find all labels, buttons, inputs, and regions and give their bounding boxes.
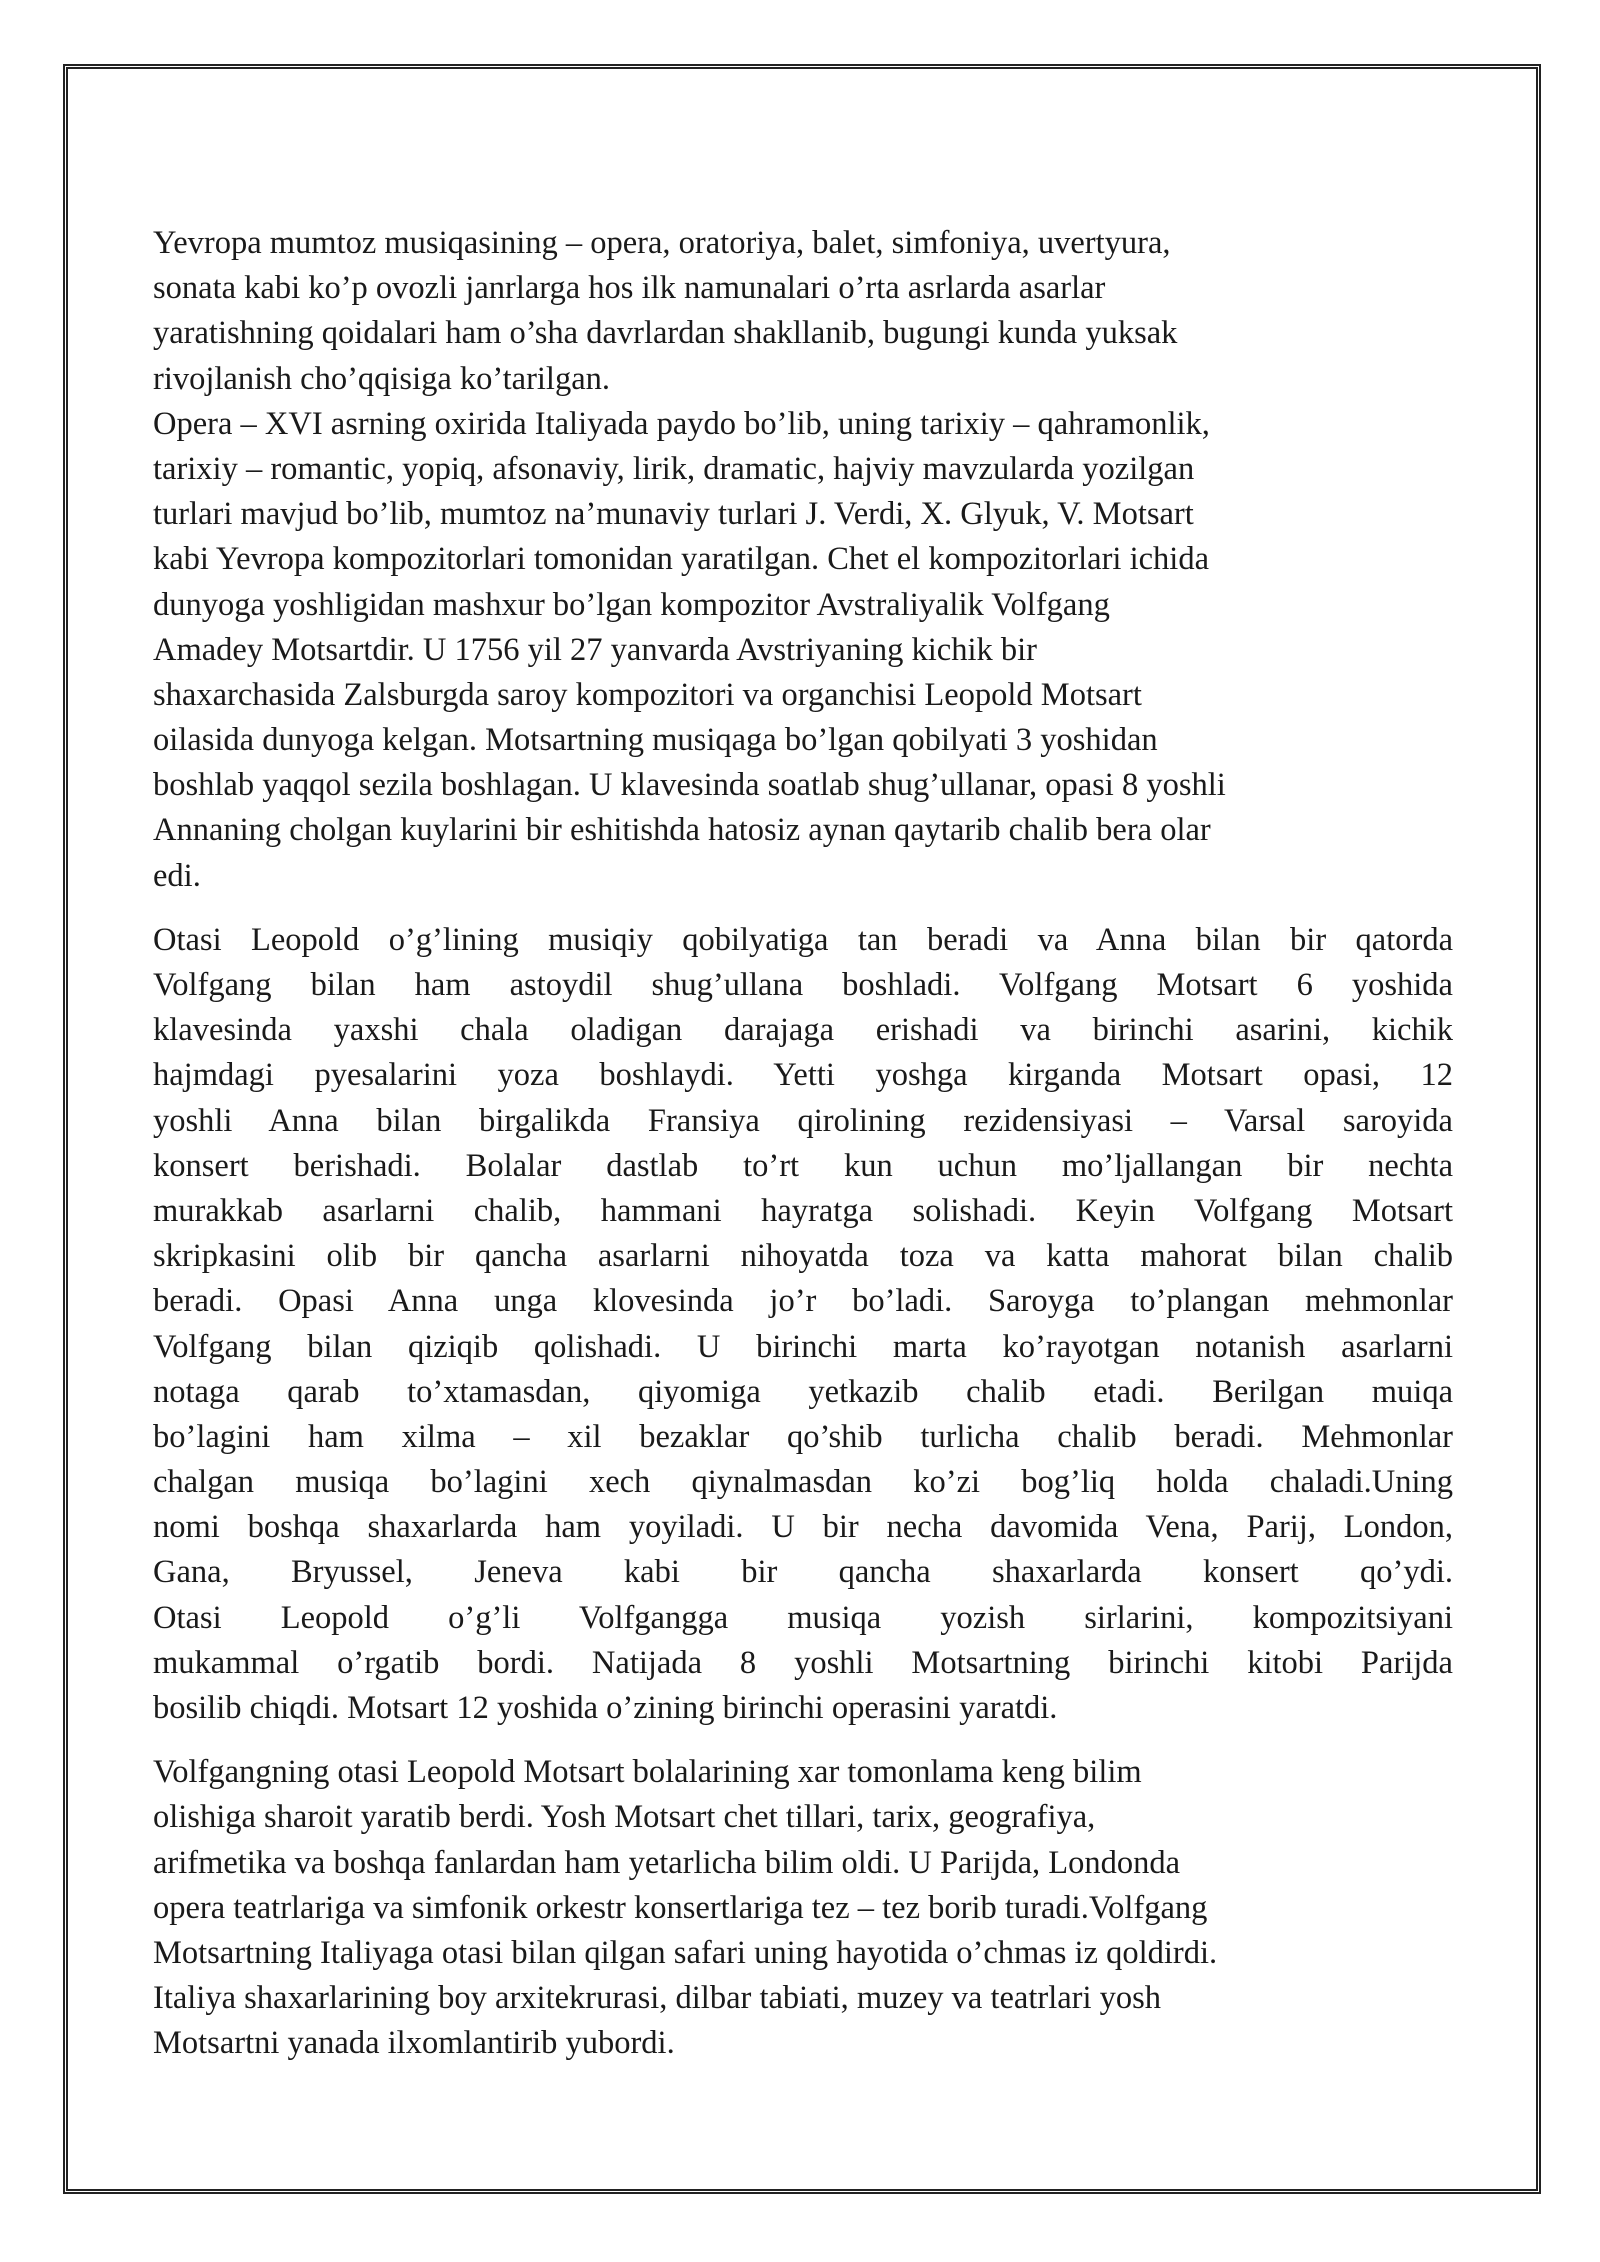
text-line: dunyoga yoshligidan mashxur bo’lgan kompozitor Avstraliyalik Volfgang xyxy=(153,586,1110,623)
text-line: Gana, Bryussel, Jeneva kabi bir qancha shaxarlarda konsert qo’ydi. xyxy=(153,1554,1453,1591)
text-line: boshlab yaqqol sezila boshlagan. U klavesinda soatlab shug’ullanar, opasi 8 yoshli xyxy=(153,767,1226,804)
text-line: Otasi Leopold o’g’li Volfgangga musiqa yozish sirlarini, kompozitsiyani xyxy=(153,1599,1453,1636)
paragraph-intro xyxy=(153,221,1453,402)
text-line: chalgan musiqa bo’lagini xech qiynalmasdan ko’zi bog’liq holda chaladi.Uning xyxy=(153,1464,1453,1501)
text-line: klavesinda yaxshi chala oladigan darajaga erishadi va birinchi asarini, kichik xyxy=(153,1012,1453,1049)
text-line: yaratishning qoidalari ham o’sha davrlardan shakllanib, bugungi kunda yuksak xyxy=(153,315,1178,352)
text-line: murakkab asarlarni chalib, hammani hayratga solishadi. Keyin Volfgang Motsart xyxy=(153,1192,1453,1229)
text-line: kabi Yevropa kompozitorlari tomonidan yaratilgan. Chet el kompozitorlari ichida xyxy=(153,541,1209,578)
text-line: bo’lagini ham xilma – xil bezaklar qo’shib turlicha chalib beradi. Mehmonlar xyxy=(153,1418,1453,1455)
text-line: nomi boshqa shaxarlarda ham yoyiladi. U bir necha davomida Vena, Parij, London, xyxy=(153,1509,1453,1546)
text-line: oilasida dunyoga kelgan. Motsartning musiqaga bo’lgan qobilyati 3 yoshidan xyxy=(153,722,1158,759)
paragraph-education xyxy=(153,1750,1453,2066)
text-line: Motsartning Italiyaga otasi bilan qilgan safari uning hayotida o’chmas iz qoldirdi. xyxy=(153,1934,1218,1971)
text-line: yoshli Anna bilan birgalikda Fransiya qirolining rezidensiyasi – Varsal saroyida xyxy=(153,1102,1453,1139)
text-line: Italiya shaxarlarining boy arxitekrurasi, dilbar tabiati, muzey va teatrlari yosh xyxy=(153,1980,1162,2017)
text-line: Yevropa mumtoz musiqasining – opera, oratoriya, balet, simfoniya, uvertyura, xyxy=(153,225,1171,261)
text-line: arifmetika va boshqa fanlardan ham yetarlicha bilim oldi. U Parijda, Londonda xyxy=(153,1844,1181,1881)
text-line: Volfgangning otasi Leopold Motsart bolalarining xar tomonlama keng bilim xyxy=(153,1754,1142,1791)
text-line: Motsartni yanada ilxomlantirib yubordi. xyxy=(153,2025,675,2062)
text-line: konsert berishadi. Bolalar dastlab to’rt kun uchun mo’ljallangan bir nechta xyxy=(153,1147,1453,1184)
text-line: shaxarchasida Zalsburgda saroy kompozitori va organchisi Leopold Motsart xyxy=(153,676,1142,713)
paragraph-leopold xyxy=(153,918,1453,1731)
text-line: rivojlanish cho’qqisiga ko’tarilgan. xyxy=(153,360,611,397)
text-line: mukammal o’rgatib bordi. Natijada 8 yoshli Motsartning birinchi kitobi Parijda xyxy=(153,1644,1453,1681)
text-line: hajmdagi pyesalarini yoza boshlaydi. Yetti yoshga kirganda Motsart opasi, 12 xyxy=(153,1057,1453,1094)
text-line: notaga qarab to’xtamasdan, qiyomiga yetkazib chalib etadi. Berilgan muiqa xyxy=(153,1373,1453,1410)
document-body xyxy=(153,221,1453,2067)
text-line: Opera – XVI asrning oxirida Italiyada paydo bo’lib, uning tarixiy – qahramonlik, xyxy=(153,405,1210,442)
text-line: Amadey Motsartdir. U 1756 yil 27 yanvarda Avstriyaning kichik bir xyxy=(153,631,1037,668)
text-line: bosilib chiqdi. Motsart 12 yoshida o’zining birinchi operasini yaratdi. xyxy=(153,1690,1058,1726)
text-line: Otasi Leopold o’g’lining musiqiy qobilyatiga tan beradi va Anna bilan bir qatorda xyxy=(153,921,1453,958)
text-line: Volfgang bilan ham astoydil shug’ullana boshladi. Volfgang Motsart 6 yoshida xyxy=(153,967,1453,1003)
text-line: beradi. Opasi Anna unga klovesinda jo’r bo’ladi. Saroyga to’plangan mehmonlar xyxy=(153,1283,1453,1320)
paragraph-opera xyxy=(153,402,1453,899)
text-line: turlari mavjud bo’lib, mumtoz na’munaviy turlari J. Verdi, X. Glyuk, V. Motsart xyxy=(153,496,1194,533)
text-line: Annaning cholgan kuylarini bir eshitishda hatosiz aynan qaytarib chalib bera olar xyxy=(153,812,1211,849)
text-line: skripkasini olib bir qancha asarlarni nihoyatda toza va katta mahorat bilan chalib xyxy=(153,1238,1453,1275)
text-line: Volfgang bilan qiziqib qolishadi. U birinchi marta ko’rayotgan notanish asarlarni xyxy=(153,1328,1453,1365)
text-line: opera teatrlariga va simfonik orkestr konsertlariga tez – tez borib turadi.Volfgang xyxy=(153,1889,1208,1926)
text-line: edi. xyxy=(153,857,201,894)
text-line: olishiga sharoit yaratib berdi. Yosh Motsart chet tillari, tarix, geografiya, xyxy=(153,1799,1096,1836)
text-line: sonata kabi ko’p ovozli janrlarga hos ilk namunalari o’rta asrlarda asarlar xyxy=(153,270,1106,307)
text-line: tarixiy – romantic, yopiq, afsonaviy, lirik, dramatic, hajviy mavzularda yozilgan xyxy=(153,450,1195,487)
